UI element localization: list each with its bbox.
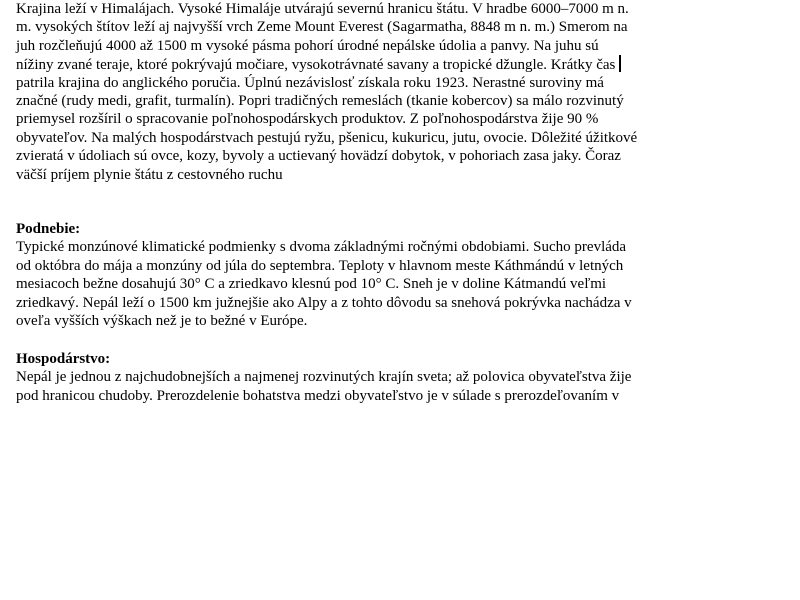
intro-paragraph[interactable] [16, 0, 637, 184]
text-line: mesiacoch bežne dosahujú 30° C a zriedkavo klesnú pod 10° C. Sneh je v doline Kátmandú veľmi [16, 276, 607, 293]
climate-section[interactable] [16, 220, 632, 330]
text-line: väčší príjem plynie štátu z cestovného ruchu [16, 166, 283, 183]
text-cursor [619, 55, 621, 72]
text-line: oveľa vyšších výškach než je to bežné v Európe. [16, 312, 308, 329]
text-line: obyvateľov. Na malých hospodárstvach pestujú ryžu, pšenicu, kukuricu, jutu, ovocie. Dôležité úžitkové [16, 129, 638, 146]
text-line: priemysel rozšíril o spracovanie poľnohospodárskych produktov. Z poľnohospodárstva žije 90 % [16, 111, 599, 128]
text-line: od októbra do mája a monzúny od júla do septembra. Teploty v hlavnom meste Káthmándú v letných [16, 257, 624, 274]
text-line-with-caret [16, 55, 637, 73]
economy-section[interactable] [16, 350, 631, 405]
text-line: pod hranicou chudoby. Prerozdelenie bohatstva medzi obyvateľstvo je v súlade s prerozdeľovaním v [16, 387, 620, 404]
text-line: Typické monzúnové klimatické podmienky s dvoma základnými ročnými obdobiami. Sucho prevláda [16, 239, 627, 256]
text-line: Krajina leží v Himalájach. Vysoké Himaláje utvárajú severnú hranicu štátu. V hradbe 6000–7000 m n. [16, 1, 629, 17]
text-line: patrila krajina do anglického poručia. Úplnú nezávislosť získala roku 1923. Nerastné suroviny má [16, 74, 604, 91]
text-line: značné (rudy medi, grafit, turmalín). Popri tradičných remeslách (tkanie kobercov) sa málo rozvinutý [16, 92, 624, 109]
text-line: m. vysokých štítov leží aj najvyšší vrch Zeme Mount Everest (Sagarmatha, 8848 m n. m.) Smerom na [16, 19, 628, 36]
climate-heading: Podnebie: [16, 221, 81, 237]
text-line: zvieratá v údoliach sú ovce, kozy, byvoly a uctievaný hovädzí dobytok, v pohoriach zasa jaky. Čoraz [16, 148, 621, 165]
text-line: nížiny zvané teraje, ktoré pokrývajú močiare, vysokotrávnaté savany a tropické džungle. Krátky čas [16, 57, 616, 74]
text-line: zriedkavý. Nepál leží o 1500 km južnejšie ako Alpy a z tohto dôvodu sa snehová pokrývka nachádza v [16, 294, 632, 311]
text-line: Nepál je jednou z najchudobnejších a najmenej rozvinutých krajín sveta; až polovica obyvateľstva žije [16, 369, 632, 386]
text-line: juh rozčleňujú 4000 až 1500 m vysoké pásma pohorí úrodné nepálske údolia a panvy. Na juhu sú [16, 37, 599, 54]
economy-heading: Hospodárstvo: [16, 351, 111, 367]
